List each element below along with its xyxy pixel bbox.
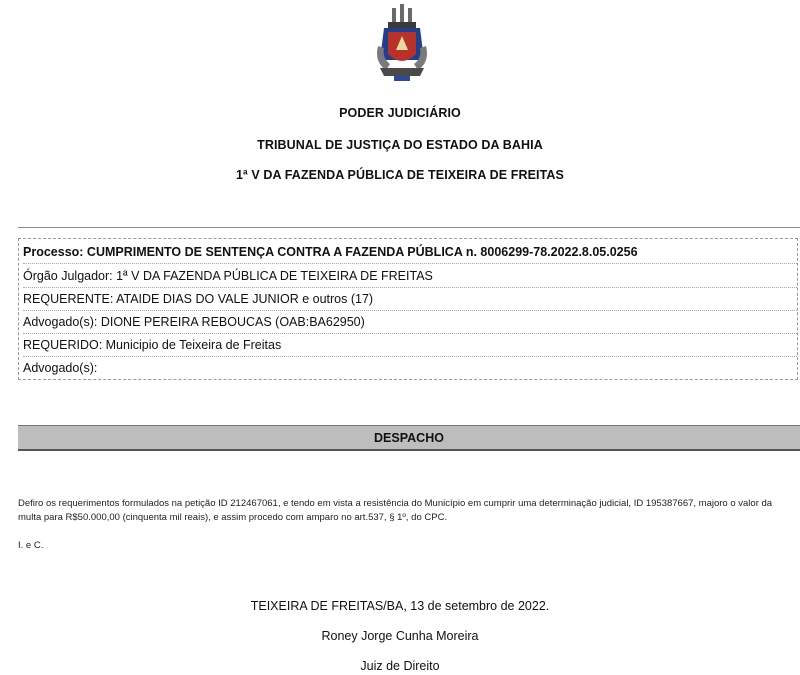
coat-of-arms-icon [370, 2, 434, 84]
defendant-lawyer-row: Advogado(s): [23, 361, 98, 375]
closing-text: I. e C. [18, 540, 44, 551]
judge-name: Roney Jorge Cunha Moreira [321, 629, 479, 643]
case-number-row: Processo: CUMPRIMENTO DE SENTENÇA CONTRA A FAZENDA PÚBLICA n. 8006299-78.2022.8.05.0256 [23, 241, 797, 264]
defendant-row: REQUERIDO: Municipio de Teixeira de Freitas [23, 334, 797, 357]
judge-role: Juiz de Direito [360, 659, 440, 673]
place-date: TEIXEIRA DE FREITAS/BA, 13 de setembro de 2022. [250, 599, 550, 613]
header-divider [18, 227, 800, 228]
plaintiff-lawyer-row: Advogado(s): DIONE PEREIRA REBOUCAS (OAB:BA62950) [23, 311, 797, 334]
court-name-heading: PODER JUDICIÁRIO [339, 106, 461, 120]
plaintiff-row: REQUERENTE: ATAIDE DIAS DO VALE JUNIOR e outros (17) [23, 288, 797, 311]
section-title-bar: DESPACHO [18, 425, 800, 451]
judging-body-row: Órgão Julgador: 1ª V DA FAZENDA PÚBLICA DE TEIXEIRA DE FREITAS [23, 265, 797, 288]
tribunal-heading: TRIBUNAL DE JUSTIÇA DO ESTADO DA BAHIA [257, 138, 543, 152]
case-info-box [18, 238, 798, 380]
court-division-heading: 1ª V DA FAZENDA PÚBLICA DE TEIXEIRA DE FREITAS [235, 168, 564, 182]
order-paragraph: Defiro os requerimentos formulados na petição ID 212467061, e tendo em vista a resistência do Município em cumprir uma determinação judicial, ID 195387667, majoro o valor da multa para R$50.000,00 (cinquenta mil reais), e assim procedo com amparo no art.537, § 1º, do CPC. [18, 498, 773, 523]
